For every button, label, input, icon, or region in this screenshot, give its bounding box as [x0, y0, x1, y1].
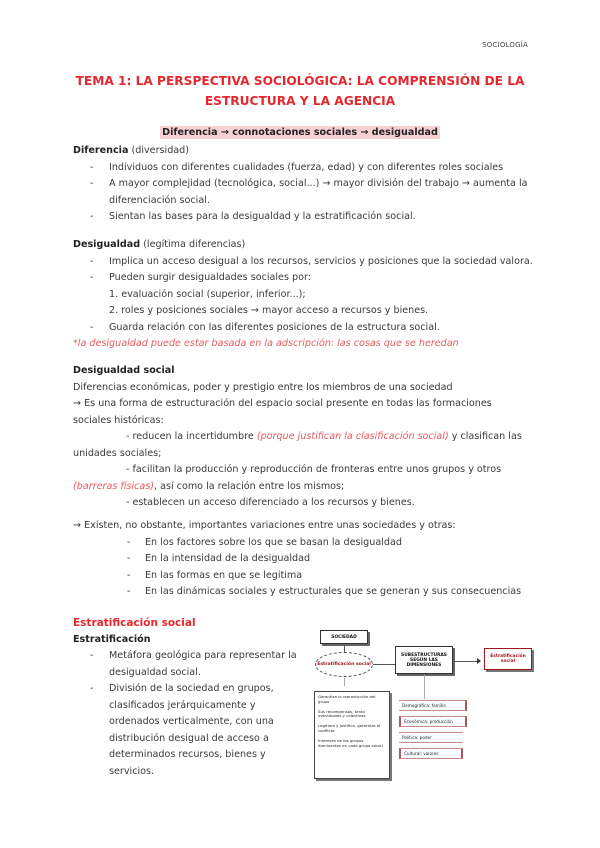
list-item: Legitima y justifica, garantiza el conflicto: [318, 723, 381, 733]
list-item: - A mayor complejidad (tecnológica, social...) → mayor división del trabajo → aumenta la diferenciación social.: [73, 176, 533, 209]
section-variaciones: [73, 518, 533, 601]
paragraph: Diferencias económicas, poder y prestigio entre los miembros de una sociedad: [73, 381, 453, 393]
section-heading: Estratificación social: [73, 617, 196, 629]
section-diferencia: [73, 143, 533, 226]
highlight-banner: [0, 127, 600, 138]
list-item: - Individuos con diferentes cualidades (fuerza, edad) y con diferentes roles sociales: [73, 160, 533, 177]
title-line-2: ESTRUCTURA Y LA AGENCIA: [204, 94, 396, 108]
desigualdad-social-heading: Desigualdad social: [73, 365, 175, 376]
paragraph: → Es una forma de estructuración del espacio social presente en todas las formaciones sociales históricas:: [73, 398, 492, 426]
diferencia-list: [73, 160, 533, 226]
dimension-item: Cultural: valores: [399, 748, 463, 759]
connector: [373, 664, 395, 665]
paragraph: - facilitan la producción y reproducción de fronteras entre unos grupos y otros (barreras físicas), así como la relación entre los mismos;: [73, 464, 502, 492]
list-item: - Pueden surgir desigualdades sociales por:: [73, 270, 533, 287]
page-title: [60, 71, 540, 111]
list-item: - En las dinámicas sociales y estructurales que se generan y sus consecuencias: [73, 584, 533, 601]
section-desigualdad-social: [73, 363, 533, 512]
connector: [344, 678, 345, 686]
arrow-head-icon: [477, 658, 481, 664]
list-item: - En la intensidad de la desigualdad: [73, 551, 533, 568]
subheading: Estratificación: [73, 633, 151, 645]
desigualdad-note: *la desigualdad puede estar basada en la adscripción: las cosas que se heredan: [73, 338, 459, 349]
diagram-sociedad-box: SOCIEDAD: [320, 630, 368, 644]
list-item: - Guarda relación con las diferentes posiciones de la estructura social.: [73, 320, 533, 337]
estratificacion-list: [73, 648, 298, 780]
paragraph: - establecen un acceso diferenciado a los recursos y bienes.: [126, 497, 415, 508]
stratification-diagram: [312, 628, 540, 788]
list-item: Intereses de los grupos dominantes en cada grupo social: [318, 737, 383, 748]
section-desigualdad: [73, 237, 533, 353]
desigualdad-list: [73, 254, 533, 287]
list-item: - Sientan las bases para la desigualdad y la estratificación social.: [73, 209, 533, 226]
sub-item: 2. roles y posiciones sociales → mayor acceso a recursos y bienes.: [109, 305, 429, 316]
variaciones-intro: → Existen, no obstante, importantes variaciones entre unas sociedades y otras:: [73, 520, 456, 531]
highlight-text: Diferencia → connotaciones sociales → desigualdad: [162, 127, 438, 138]
list-item: - División de la sociedad en grupos, clasificados jerárquicamente y ordenados verticalmente, con una distribución desigual de acceso a determinados recursos, bienes y servicios.: [73, 681, 298, 780]
connector: [424, 675, 425, 699]
sub-item: 1. evaluación social (superior, inferior...);: [109, 288, 306, 300]
list-item: - En las formas en que se legitima: [73, 568, 533, 585]
list-item: Garantiza la reproducción del grupo: [318, 694, 376, 704]
dimension-item: Política: poder: [399, 732, 463, 743]
diferencia-heading: Diferencia (diversidad): [73, 145, 189, 156]
diagram-subestructuras-box: SUBESTRUCTURAS SEGÚN LAS DIMENSIONES: [395, 646, 453, 674]
desigualdad-list-cont: [73, 320, 533, 337]
dimension-item: Económica: producción: [399, 716, 467, 727]
list-item: - En los factores sobre los que se basan la desigualdad: [73, 535, 533, 552]
diagram-oval: Estratificación social: [315, 652, 373, 677]
diagram-functions-list: [314, 691, 390, 779]
variaciones-list: [73, 535, 533, 601]
title-line-1: TEMA 1: LA PERSPECTIVA SOCIOLÓGICA: LA COMPRENSIÓN DE LA: [75, 74, 525, 88]
header-subject: SOCIOLOGÍA: [482, 41, 528, 49]
diagram-estratificacion-box: Estratificación social: [484, 648, 532, 670]
list-item: - Implica un acceso desigual a los recursos, servicios y posiciones que la sociedad valora.: [73, 254, 533, 271]
paragraph: - reducen la incertidumbre (porque justifican la clasificación social) y clasifican las unidades sociales;: [73, 431, 522, 459]
dimension-item: Demográfica: familia: [399, 700, 467, 711]
desigualdad-heading: Desigualdad (legítima diferencias): [73, 239, 246, 250]
list-item: Sus recompensas, tanto individuales y colectivas: [318, 708, 366, 719]
list-item: - Metáfora geológica para representar la desigualdad social.: [73, 648, 298, 681]
section-estratificacion: [73, 615, 298, 780]
